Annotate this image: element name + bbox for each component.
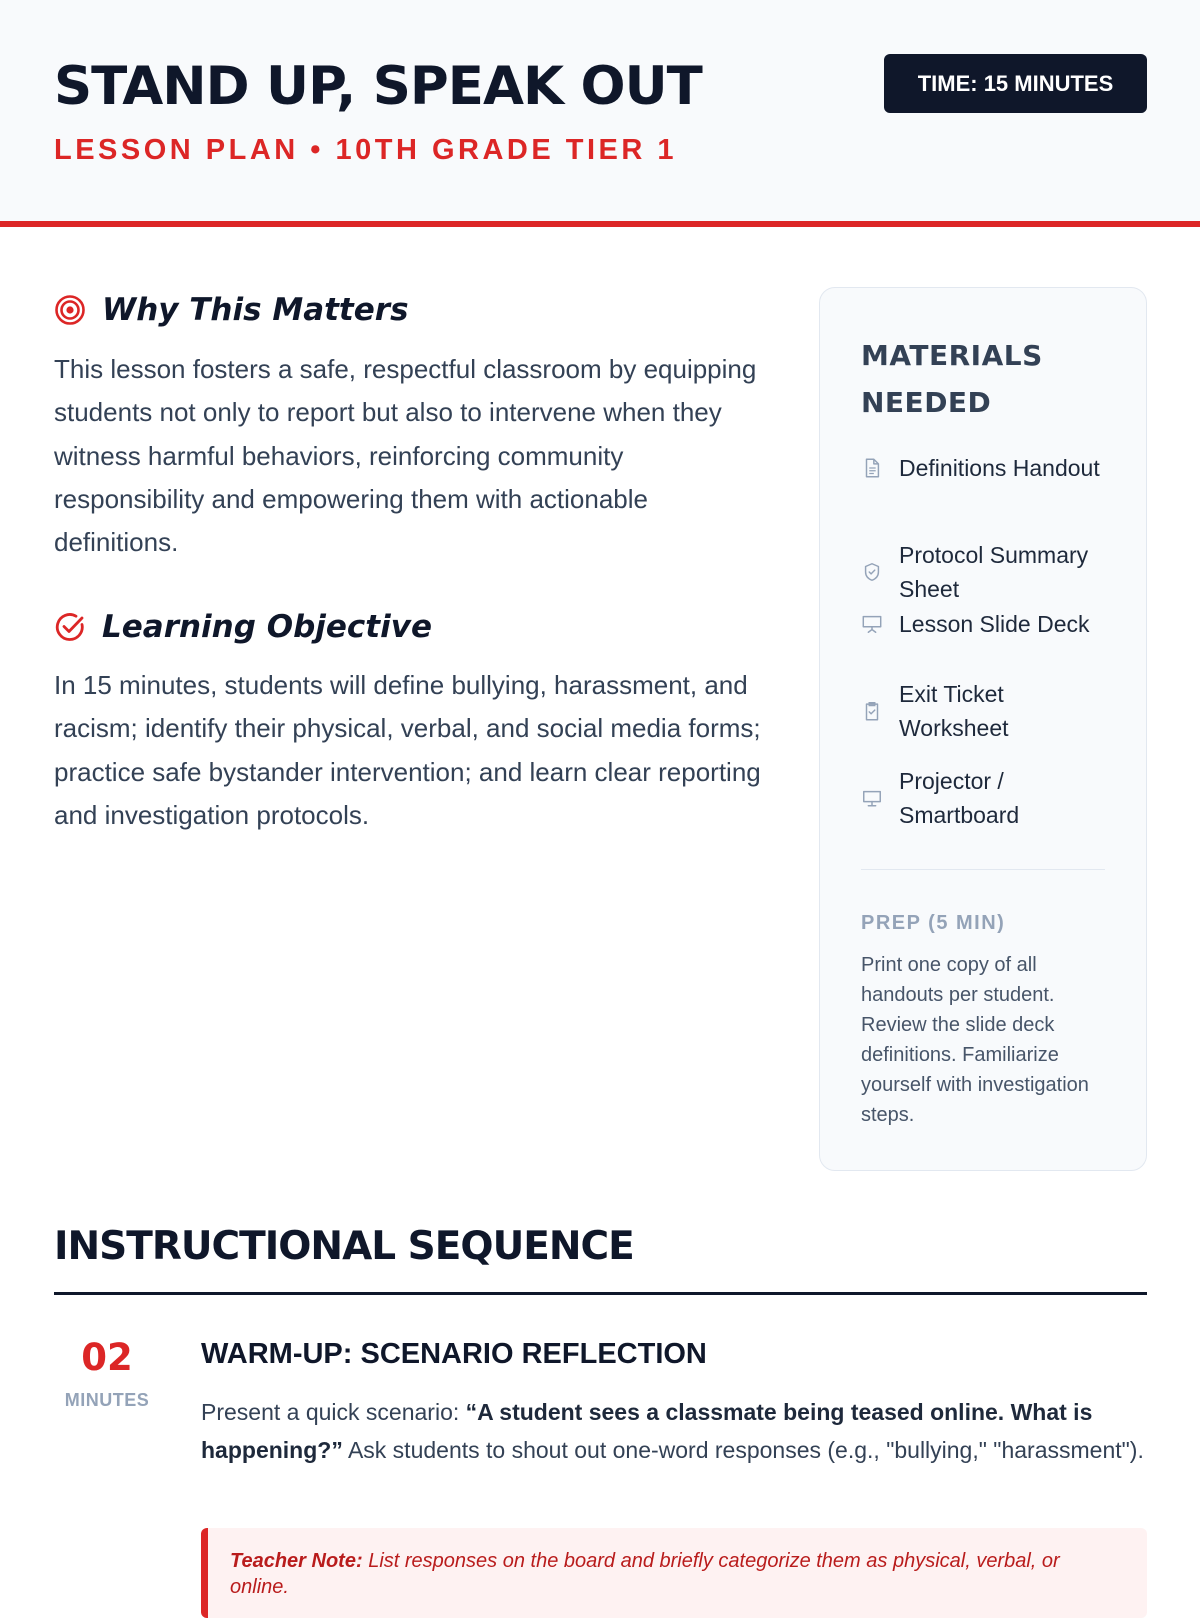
step-duration-unit: MINUTES xyxy=(64,1390,150,1410)
sequence-title: INSTRUCTIONAL SEQUENCE xyxy=(54,1224,634,1269)
material-label: Projector / Smartboard xyxy=(899,768,1020,828)
step-duration-number: 02 xyxy=(81,1336,133,1379)
presentation-icon xyxy=(861,613,883,635)
sequence-divider xyxy=(54,1292,1147,1295)
objective-heading: Learning Objective xyxy=(102,609,432,645)
material-item xyxy=(861,764,1111,832)
clipboard-check-icon xyxy=(861,700,883,722)
step-title: WARM-UP: SCENARIO REFLECTION xyxy=(201,1338,707,1370)
why-heading: Why This Matters xyxy=(102,292,409,328)
objective-heading-row xyxy=(54,609,432,645)
document-icon xyxy=(861,457,883,479)
materials-divider xyxy=(861,869,1105,870)
why-heading-row xyxy=(54,292,409,328)
teacher-note-label: Teacher Note: xyxy=(230,1550,363,1572)
target-icon xyxy=(54,294,86,326)
material-item xyxy=(861,538,1111,606)
page-subtitle: LESSON PLAN • 10TH GRADE TIER 1 xyxy=(54,134,678,166)
material-label: Definitions Handout xyxy=(899,455,1100,481)
materials-title: MATERIALS NEEDED xyxy=(861,339,1043,419)
page-title: STAND UP, SPEAK OUT xyxy=(54,56,702,117)
material-item xyxy=(861,451,1111,485)
teacher-note-text: List responses on the board and briefly categorize them as physical, verbal, or online. xyxy=(230,1550,1060,1598)
material-label: Protocol Summary Sheet xyxy=(899,542,1089,602)
step-body-suffix: Ask students to shout out one-word responses (e.g., "bullying," "harassment"). xyxy=(342,1437,1144,1463)
objective-text: In 15 minutes, students will define bullying, harassment, and racism; identify their physical, verbal, and social media forms; practice safe bystander intervention; and learn clear reporting and investigation protocols. xyxy=(54,670,761,830)
material-item xyxy=(861,607,1111,641)
material-label: Exit Ticket Worksheet xyxy=(899,681,1009,741)
step-description xyxy=(201,1393,1147,1469)
material-label: Lesson Slide Deck xyxy=(899,611,1090,637)
prep-text: Print one copy of all handouts per student. Review the slide deck definitions. Familiarize yourself with investigation steps. xyxy=(861,954,1089,1126)
why-text: This lesson fosters a safe, respectful classroom by equipping students not only to report but also to intervene when they witness harmful behaviors, reinforcing community responsibility and empowering them with actionable definitions. xyxy=(54,354,757,558)
step-body-prefix: Present a quick scenario: xyxy=(201,1399,466,1425)
time-badge: TIME: 15 MINUTES xyxy=(884,54,1147,113)
shield-icon xyxy=(861,561,883,583)
prep-label: PREP (5 MIN) xyxy=(861,912,1006,934)
materials-card xyxy=(819,287,1147,1171)
step-body-quote: “A student sees a classmate being teased online. What is happening?” xyxy=(201,1399,1093,1463)
monitor-icon xyxy=(861,787,883,809)
teacher-note xyxy=(201,1528,1147,1618)
lesson-header xyxy=(0,0,1200,227)
check-circle-icon xyxy=(54,611,86,643)
material-item xyxy=(861,677,1111,745)
